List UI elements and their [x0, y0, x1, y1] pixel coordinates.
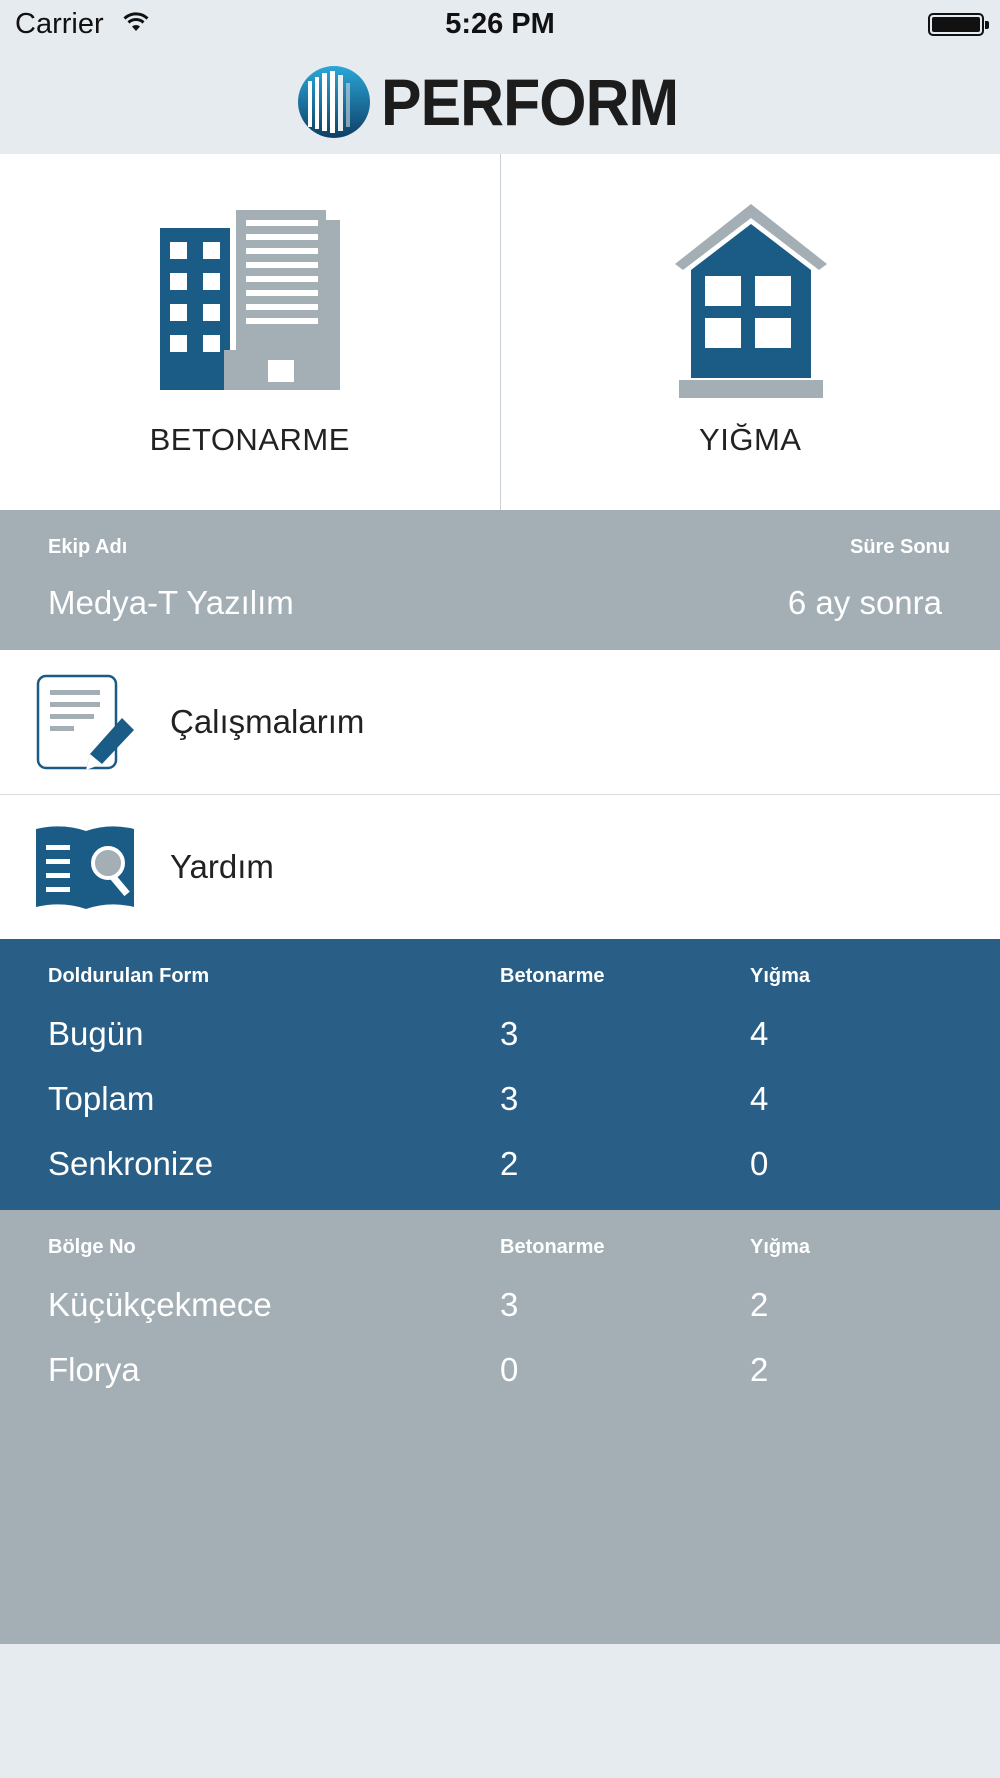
menu-label-yardim: Yardım	[170, 848, 274, 885]
region-header-label: Bölge No	[48, 1236, 136, 1258]
forms-header-betonarme: Betonarme	[500, 965, 605, 987]
region-stats-table	[0, 1210, 1000, 1644]
forms-row-sync-yigma: 0	[750, 1145, 769, 1182]
expiry-value: 6 ay sonra	[787, 584, 942, 621]
help-manual-icon	[36, 825, 136, 911]
apartment-building-icon	[160, 210, 340, 390]
battery-icon	[928, 13, 984, 36]
expiry-label: Süre Sonu	[849, 536, 950, 558]
app-header	[0, 50, 1000, 154]
menu-item-yardim[interactable]	[0, 795, 1000, 939]
region-row-florya-betonarme: 0	[500, 1351, 519, 1388]
region-row-kucukcekmece-betonarme: 3	[500, 1286, 519, 1323]
region-row-kucukcekmece-label: Küçükçekmece	[48, 1286, 272, 1323]
forms-row-total-yigma: 4	[750, 1080, 769, 1117]
team-info-band	[0, 510, 1000, 650]
forms-row-today-betonarme: 3	[500, 1015, 519, 1052]
forms-row-today-yigma: 4	[750, 1015, 769, 1052]
logo-text: PERFORM	[380, 65, 678, 139]
region-header-betonarme: Betonarme	[500, 1236, 605, 1258]
forms-row-today-label: Bugün	[48, 1015, 144, 1052]
betonarme-tile[interactable]	[0, 154, 500, 510]
forms-row-sync-betonarme: 2	[500, 1145, 519, 1182]
forms-header-label: Doldurulan Form	[48, 965, 210, 987]
house-icon	[671, 204, 831, 400]
region-row-kucukcekmece-yigma: 2	[750, 1286, 769, 1323]
forms-header-yigma: Yığma	[750, 965, 811, 987]
region-header-yigma: Yığma	[750, 1236, 811, 1258]
carrier-label: Carrier	[15, 8, 104, 40]
menu-item-calismalarim[interactable]	[0, 650, 1000, 794]
team-name-value: Medya-T Yazılım	[48, 584, 294, 621]
forms-row-total-label: Toplam	[48, 1080, 155, 1117]
region-row-florya-label: Florya	[48, 1351, 140, 1388]
forms-stats-table	[0, 939, 1000, 1210]
menu-label-calismalarim: Çalışmalarım	[170, 703, 365, 740]
clock: 5:26 PM	[445, 8, 555, 40]
yigma-tile[interactable]	[500, 154, 1000, 510]
yigma-label: YIĞMA	[699, 422, 802, 457]
document-edit-icon	[36, 674, 136, 774]
perform-logo-icon	[297, 65, 371, 139]
category-tiles	[0, 154, 1000, 510]
forms-row-sync-label: Senkronize	[48, 1145, 214, 1182]
team-name-label: Ekip Adı	[48, 536, 128, 558]
region-row-florya-yigma: 2	[750, 1351, 769, 1388]
betonarme-label: BETONARME	[149, 422, 350, 457]
status-bar	[0, 0, 1000, 50]
forms-row-total-betonarme: 3	[500, 1080, 519, 1117]
